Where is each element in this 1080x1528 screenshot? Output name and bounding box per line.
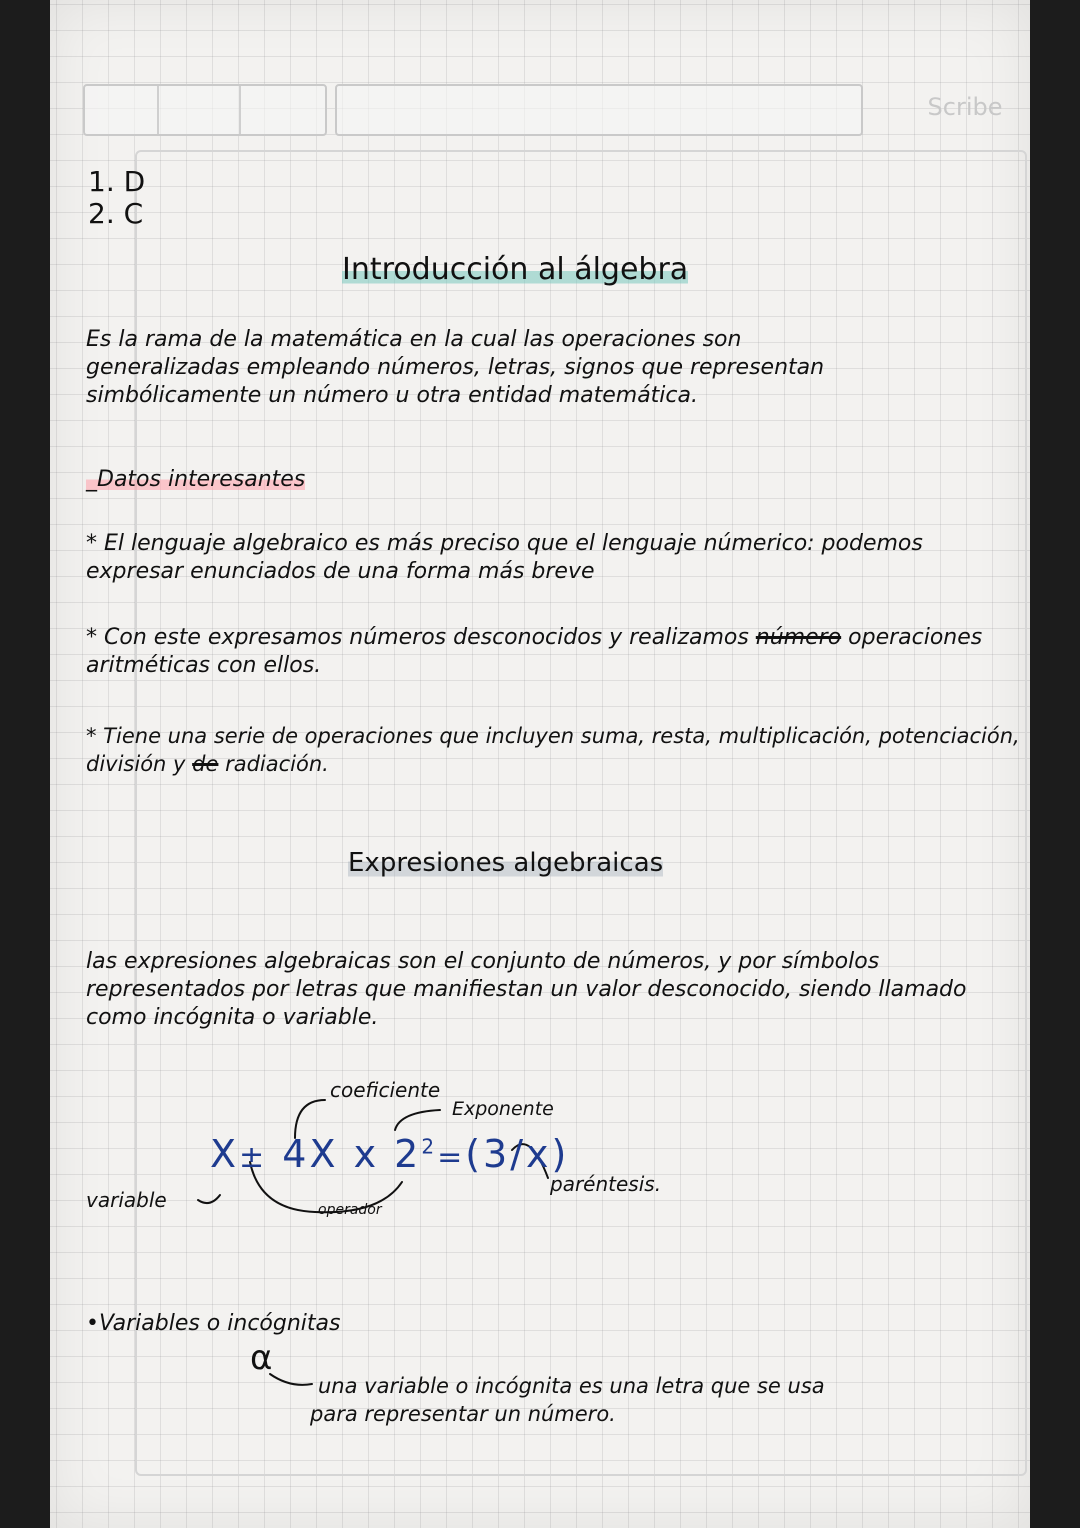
answer-item: 2. C bbox=[88, 197, 144, 230]
struck-word: número bbox=[755, 625, 842, 650]
definition-line: una variable o incógnita es una letra que se usa bbox=[318, 1374, 825, 1398]
definition-line: para representar un número. bbox=[310, 1402, 616, 1426]
definition-paragraph bbox=[86, 326, 824, 410]
variables-definition bbox=[310, 1372, 825, 1428]
notebook-page bbox=[50, 0, 1030, 1528]
variables-heading bbox=[86, 1310, 340, 1338]
datos-heading bbox=[86, 466, 305, 494]
formula-parenthesis: (3/x) bbox=[465, 1132, 570, 1176]
datos-item bbox=[86, 722, 1020, 778]
variables-heading-text: •Variables o incógnitas bbox=[86, 1311, 341, 1336]
paragraph-line: Es la rama de la matemática en la cual las operaciones son bbox=[86, 327, 742, 352]
expresiones-paragraph bbox=[86, 948, 966, 1032]
section-title-expresiones bbox=[348, 848, 663, 878]
answers-list bbox=[88, 166, 145, 230]
paragraph-line: simbólicamente un número u otra entidad matemática. bbox=[86, 383, 698, 408]
datos-item-line bbox=[86, 750, 1020, 778]
datos-heading-text: _Datos interesantes bbox=[86, 467, 306, 492]
header-date-box bbox=[83, 84, 327, 136]
answer-item: 1. D bbox=[88, 165, 146, 198]
datos-item-text: división y bbox=[86, 752, 186, 776]
header-title-box bbox=[335, 84, 863, 136]
datos-item-line: * Tiene una serie de operaciones que incluyen suma, resta, multiplicación, potenciación, bbox=[86, 724, 1020, 748]
formula-equals: = bbox=[437, 1140, 466, 1175]
paragraph-line: generalizadas empleando números, letras, signos que representan bbox=[86, 355, 825, 380]
label-text: operador bbox=[318, 1202, 382, 1218]
variable-symbol-text: α bbox=[250, 1338, 273, 1378]
paragraph-line: las expresiones algebraicas son el conjunto de números, y por símbolos bbox=[86, 949, 880, 974]
section-title-text: Expresiones algebraicas bbox=[348, 848, 664, 878]
label-text: coeficiente bbox=[330, 1078, 441, 1102]
header-divider bbox=[157, 86, 159, 134]
header-divider bbox=[239, 86, 241, 134]
formula-exponent: 2 bbox=[421, 1134, 438, 1159]
variable-symbol bbox=[250, 1338, 272, 1378]
datos-item-line: aritméticas con ellos. bbox=[86, 653, 322, 678]
formula-term: 4X x 2 bbox=[282, 1132, 422, 1176]
paragraph-line: representados por letras que manifiestan un valor desconocido, siendo llamado bbox=[86, 977, 967, 1002]
datos-item-line bbox=[86, 624, 982, 652]
label-text: variable bbox=[86, 1188, 167, 1212]
formula-variable: X bbox=[210, 1132, 240, 1176]
datos-item bbox=[86, 624, 982, 680]
datos-item-text: radiación. bbox=[225, 752, 329, 776]
formula-operator: ± bbox=[239, 1140, 268, 1175]
datos-item-text: operaciones bbox=[848, 625, 983, 650]
struck-word: de bbox=[192, 752, 219, 776]
datos-item-line: expresar enunciados de una forma más breve bbox=[86, 559, 595, 584]
paragraph-line: como incógnita o variable. bbox=[86, 1005, 379, 1030]
brand-logo: Scribe bbox=[927, 93, 1003, 121]
label-text: paréntesis. bbox=[550, 1172, 662, 1196]
datos-item-text: * Con este expresamos números desconocidos y realizamos bbox=[86, 625, 749, 650]
datos-item-line: * El lenguaje algebraico es más preciso que el lenguaje númerico: podemos bbox=[86, 531, 923, 556]
label-text: Exponente bbox=[452, 1098, 554, 1120]
datos-item bbox=[86, 530, 923, 586]
section-title-introduccion: Introducción al álgebra bbox=[342, 252, 689, 287]
